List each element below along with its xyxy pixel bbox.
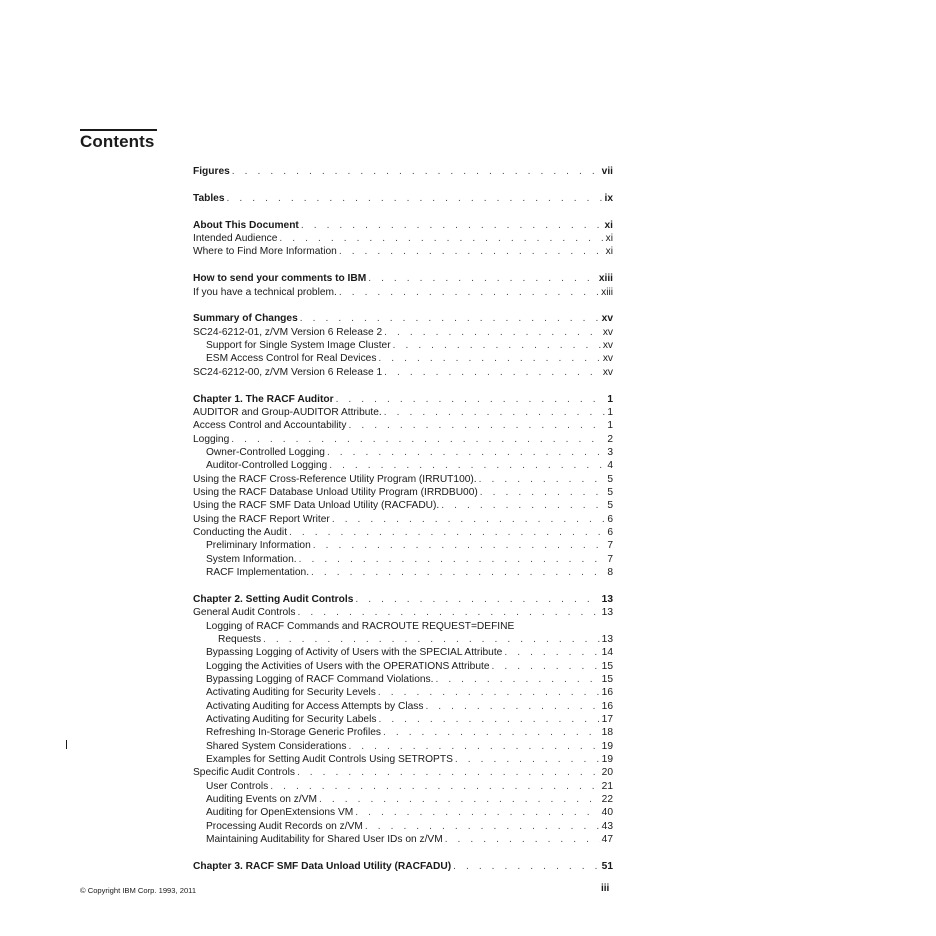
toc-entry-label: Using the RACF Cross-Reference Utility Program (IRRUT100). — [193, 473, 477, 485]
dot-leader — [441, 499, 605, 512]
toc-entry[interactable] — [193, 620, 613, 633]
toc-entry[interactable] — [193, 646, 613, 659]
toc-entry-page: xv — [602, 353, 613, 365]
toc-entry-label: Logging — [193, 433, 230, 445]
dot-leader — [327, 446, 605, 459]
toc-entry-page: xi — [605, 233, 613, 245]
dot-leader — [378, 713, 599, 726]
dot-leader — [368, 272, 597, 285]
toc-entry-label: Chapter 1. The RACF Auditor — [193, 393, 334, 405]
dot-leader — [299, 553, 606, 566]
dot-leader — [339, 286, 599, 299]
dot-leader — [384, 326, 601, 339]
dot-leader — [336, 393, 606, 406]
dot-leader — [232, 165, 600, 178]
toc-entry[interactable] — [193, 459, 613, 472]
toc-entry-label: About This Document — [193, 219, 299, 231]
dot-leader — [365, 820, 600, 833]
toc-entry-label: Auditing Events on z/VM — [206, 794, 317, 806]
dot-leader — [378, 686, 600, 699]
toc-entry-label: Conducting the Audit — [193, 527, 288, 539]
dot-leader — [480, 486, 606, 499]
toc-entry-page: 16 — [601, 700, 613, 712]
toc-entry-page: 19 — [601, 754, 613, 766]
toc-entry[interactable] — [193, 539, 613, 552]
dot-leader — [383, 726, 600, 739]
toc-entry-page: xv — [602, 326, 613, 338]
dot-leader — [348, 419, 605, 432]
toc-entry[interactable] — [193, 726, 613, 739]
toc-entry[interactable] — [193, 686, 613, 699]
toc-entry[interactable] — [193, 499, 613, 512]
toc-entry-label: Bypassing Logging of RACF Command Violations. — [206, 674, 434, 685]
toc-entry[interactable] — [193, 673, 613, 686]
toc-entry[interactable] — [193, 366, 613, 379]
dot-leader — [270, 780, 599, 793]
toc-entry-label: Maintaining Auditability for Shared User IDs on z/VM — [206, 834, 443, 846]
toc-entry-page: 20 — [601, 767, 613, 779]
toc-entry-page: xiii — [598, 273, 613, 285]
dot-leader — [504, 646, 599, 659]
dot-leader — [355, 806, 599, 819]
toc-entry-label: Auditing for OpenExtensions VM — [206, 807, 354, 819]
toc-section — [193, 593, 613, 847]
toc-entry[interactable] — [193, 446, 613, 459]
toc-entry-label: Activating Auditing for Access Attempts by Class — [206, 700, 424, 712]
toc-entry[interactable] — [193, 513, 613, 526]
toc-entry[interactable] — [193, 566, 613, 579]
toc-section — [193, 272, 613, 299]
toc-entry-page: xi — [604, 219, 613, 231]
toc-entry-page: 8 — [607, 567, 613, 579]
toc-entry-page: 6 — [607, 527, 613, 539]
dot-leader — [298, 606, 600, 619]
toc-entry[interactable] — [193, 806, 613, 819]
toc-entry-label: How to send your comments to IBM — [193, 273, 367, 285]
toc-entry-label: RACF Implementation. — [206, 567, 310, 579]
toc-entry-label: Refreshing In-Storage Generic Profiles — [206, 727, 381, 739]
toc-entry[interactable] — [193, 232, 613, 245]
toc-entry-label: Activating Auditing for Security Labels — [206, 714, 377, 726]
toc-entry-label: Intended Audience — [193, 233, 278, 245]
dot-leader — [435, 673, 599, 686]
toc-entry-label: SC24-6212-00, z/VM Version 6 Release 1 — [193, 366, 383, 378]
toc-entry[interactable] — [193, 860, 613, 873]
dot-leader — [378, 352, 600, 365]
toc-entry-label: User Controls — [206, 780, 269, 792]
toc-entry[interactable] — [193, 473, 613, 486]
toc-entry-label: ESM Access Control for Real Devices — [206, 353, 377, 365]
toc-entry[interactable] — [193, 526, 613, 539]
toc-entry-label: Chapter 3. RACF SMF Data Unload Utility (RACFADU) — [193, 860, 452, 872]
toc-section — [193, 192, 613, 205]
toc-entry[interactable] — [193, 633, 613, 646]
toc-entry-page: 18 — [601, 727, 613, 739]
toc-entry-page: xv — [602, 340, 613, 352]
dot-leader — [453, 860, 600, 873]
toc-entry[interactable] — [193, 740, 613, 753]
toc-entry-page: 5 — [607, 473, 613, 485]
toc-entry-page: 40 — [601, 807, 613, 819]
toc-entry-page: ix — [604, 192, 613, 204]
toc-entry-page: 1 — [607, 406, 613, 418]
toc-entry-label: Requests — [218, 633, 262, 645]
toc-entry[interactable] — [193, 339, 613, 352]
dot-leader — [384, 406, 606, 419]
toc-section — [193, 312, 613, 379]
toc-entry[interactable] — [193, 753, 613, 766]
toc-entry-page: 7 — [607, 553, 613, 565]
dot-leader — [445, 833, 600, 846]
toc-entry-page: 13 — [601, 607, 613, 619]
heading-rule — [80, 129, 157, 131]
toc-entry[interactable] — [193, 312, 613, 325]
toc-entry-label: Using the RACF SMF Data Unload Utility (RACFADU). — [193, 500, 440, 512]
toc-entry-label: Using the RACF Database Unload Utility Program (IRRDBU00) — [193, 487, 478, 499]
toc-entry-page: 43 — [601, 820, 613, 832]
toc-entry-page: xv — [601, 313, 613, 325]
toc-entry-page: 1 — [607, 393, 613, 405]
dot-leader — [279, 232, 603, 245]
toc-entry-page: 47 — [601, 834, 613, 846]
toc-entry[interactable] — [193, 352, 613, 365]
toc-entry[interactable] — [193, 219, 613, 232]
toc-entry-page: 14 — [601, 647, 613, 659]
toc-entry[interactable] — [193, 192, 613, 205]
dot-leader — [348, 740, 599, 753]
dot-leader — [455, 753, 600, 766]
dot-leader — [425, 700, 599, 713]
toc-entry-label: Specific Audit Controls — [193, 767, 295, 779]
toc-entry-label: Processing Audit Records on z/VM — [206, 820, 363, 832]
toc-entry-label: Owner-Controlled Logging — [206, 447, 325, 458]
toc-section — [193, 393, 613, 580]
toc-entry-page: 1 — [607, 420, 613, 432]
toc-entry-label: Activating Auditing for Security Levels — [206, 687, 376, 699]
toc-entry-page: 17 — [601, 714, 613, 726]
toc-entry-label: AUDITOR and Group-AUDITOR Attribute. — [193, 406, 382, 418]
toc-entry-label: Logging the Activities of Users with the OPERATIONS Attribute — [206, 660, 490, 672]
toc-entry-page: 2 — [607, 433, 613, 445]
toc-entry[interactable] — [193, 700, 613, 713]
dot-leader — [492, 660, 600, 673]
dot-leader — [263, 633, 600, 646]
toc-entry-label: Logging of RACF Commands and RACROUTE REQUEST=DEFINE — [206, 620, 515, 632]
toc-entry[interactable] — [193, 713, 613, 726]
toc-entry-label: General Audit Controls — [193, 607, 296, 619]
toc-entry[interactable] — [193, 419, 613, 432]
toc-entry[interactable] — [193, 286, 613, 299]
toc-entry-label: Auditor-Controlled Logging — [206, 460, 328, 472]
page-number: iii — [601, 883, 610, 894]
toc-entry-page: xv — [602, 366, 613, 378]
toc-entry-page: 21 — [601, 780, 613, 792]
toc-entry-page: 15 — [601, 674, 613, 685]
dot-leader — [227, 192, 603, 205]
dot-leader — [289, 526, 605, 539]
dot-leader — [297, 766, 600, 779]
toc-entry-label: Summary of Changes — [193, 313, 298, 325]
toc-entry-page: 7 — [607, 540, 613, 552]
toc-entry[interactable] — [193, 433, 613, 446]
toc-entry-page: 5 — [607, 500, 613, 512]
toc-entry-page: 22 — [601, 794, 613, 806]
toc-entry-label: Figures — [193, 166, 230, 177]
dot-leader — [319, 793, 600, 806]
toc-entry-label: Using the RACF Report Writer — [193, 513, 330, 525]
toc-entry[interactable] — [193, 593, 613, 606]
toc-entry-page: 3 — [607, 447, 613, 458]
toc-section — [193, 860, 613, 873]
dot-leader — [393, 339, 601, 352]
copyright-notice: © Copyright IBM Corp. 1993, 2011 — [80, 886, 197, 895]
toc-entry[interactable] — [193, 272, 613, 285]
toc-entry[interactable] — [193, 245, 613, 258]
toc-entry-label: Shared System Considerations — [206, 740, 347, 752]
toc-entry-page: xi — [605, 246, 613, 258]
dot-leader — [301, 219, 603, 232]
toc-entry-page: 5 — [607, 487, 613, 499]
toc-entry[interactable] — [193, 766, 613, 779]
toc-entry-page: 19 — [601, 740, 613, 752]
toc-entry-label: Preliminary Information — [206, 540, 311, 552]
toc-entry-page: 6 — [607, 513, 613, 525]
toc-entry[interactable] — [193, 833, 613, 846]
toc-entry-page: 51 — [601, 860, 613, 872]
toc-entry-page: vii — [601, 166, 613, 177]
change-bar — [66, 740, 67, 749]
dot-leader — [231, 433, 605, 446]
table-of-contents — [193, 165, 613, 887]
toc-entry-page: 13 — [601, 593, 613, 605]
toc-entry[interactable] — [193, 793, 613, 806]
toc-section — [193, 165, 613, 178]
dot-leader — [311, 566, 605, 579]
dot-leader — [339, 245, 604, 258]
toc-entry[interactable] — [193, 326, 613, 339]
toc-entry-page: 15 — [601, 660, 613, 672]
dot-leader — [479, 473, 606, 486]
toc-section — [193, 219, 613, 259]
dot-leader — [355, 593, 599, 606]
toc-entry[interactable] — [193, 406, 613, 419]
dot-leader — [332, 513, 606, 526]
toc-entry-label: Tables — [193, 192, 225, 204]
toc-entry[interactable] — [193, 780, 613, 793]
toc-entry[interactable] — [193, 393, 613, 406]
toc-entry-label: Bypassing Logging of Activity of Users with the SPECIAL Attribute — [206, 647, 503, 659]
page-title: Contents — [80, 132, 155, 151]
toc-entry-label: Where to Find More Information — [193, 246, 337, 258]
dot-leader — [384, 366, 601, 379]
toc-entry[interactable] — [193, 486, 613, 499]
toc-entry-label: If you have a technical problem. — [193, 286, 337, 298]
toc-entry-page: xiii — [601, 286, 613, 298]
dot-leader — [329, 459, 605, 472]
toc-entry-label: Access Control and Accountability — [193, 420, 347, 432]
toc-entry-label: Support for Single System Image Cluster — [206, 340, 391, 352]
toc-entry-label: Chapter 2. Setting Audit Controls — [193, 593, 354, 605]
toc-entry[interactable] — [193, 553, 613, 566]
toc-entry-page: 16 — [601, 687, 613, 699]
toc-entry[interactable] — [193, 660, 613, 673]
toc-entry[interactable] — [193, 820, 613, 833]
toc-entry-label: Examples for Setting Audit Controls Using SETROPTS — [206, 754, 453, 766]
toc-entry-page: 13 — [601, 633, 613, 645]
toc-entry-label: System Information. — [206, 553, 297, 565]
dot-leader — [313, 539, 606, 552]
toc-entry[interactable] — [193, 165, 613, 178]
toc-entry-label: SC24-6212-01, z/VM Version 6 Release 2 — [193, 326, 383, 338]
toc-entry-page: 4 — [607, 460, 613, 472]
dot-leader — [300, 312, 600, 325]
toc-entry[interactable] — [193, 606, 613, 619]
